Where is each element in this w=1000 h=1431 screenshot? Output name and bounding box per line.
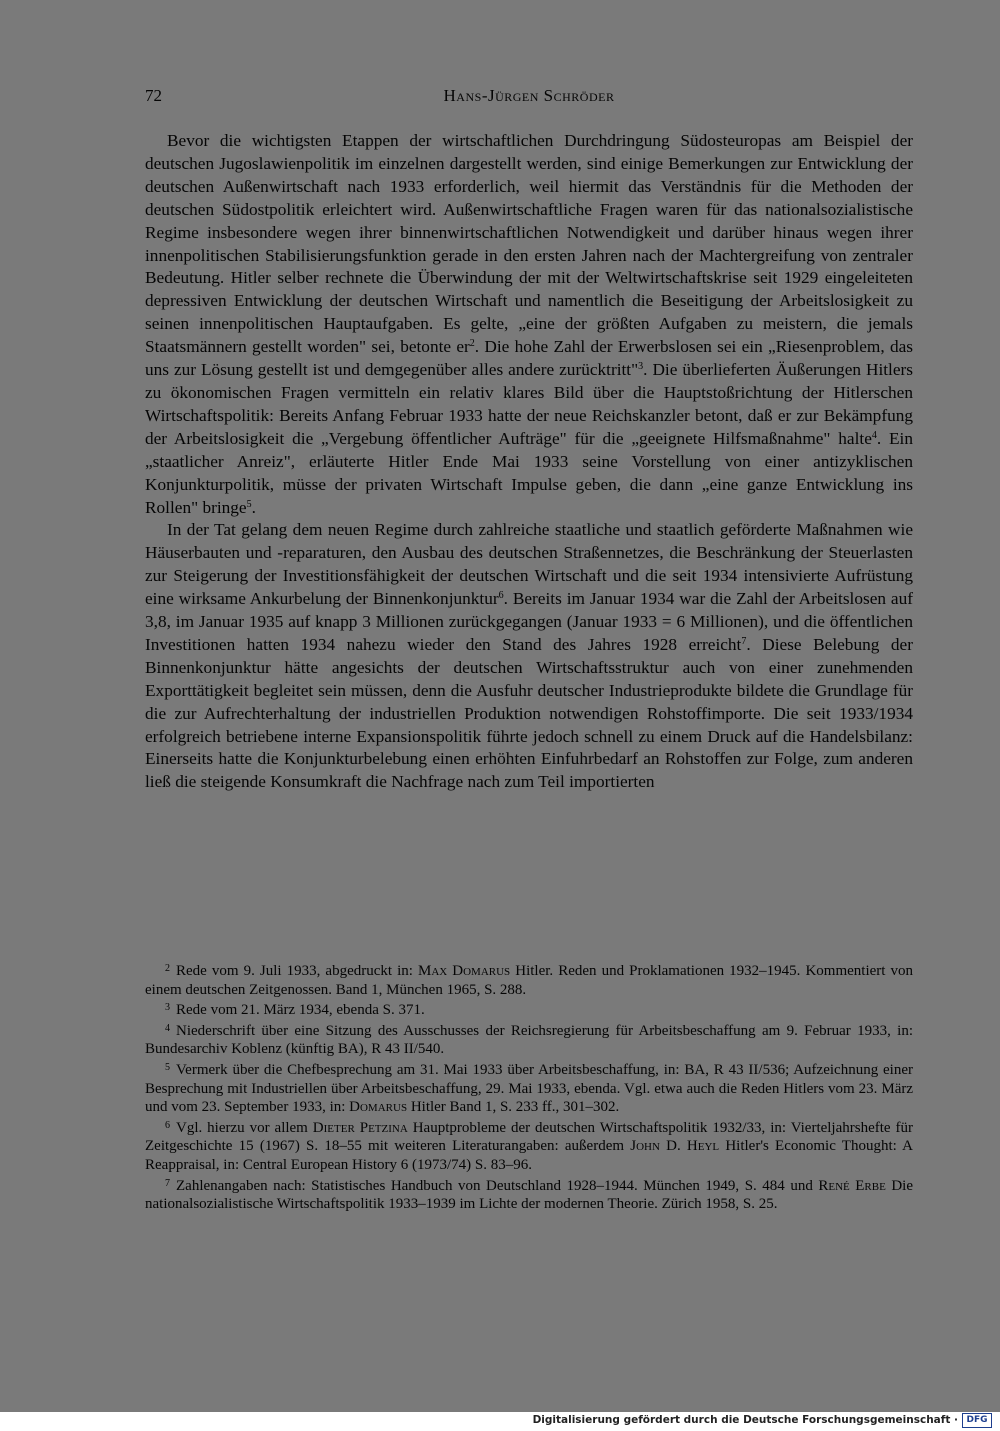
body-text (145, 130, 913, 794)
dfg-logo-icon: DFG (962, 1413, 992, 1428)
footnote-number: 5 (165, 1061, 170, 1073)
footnote-number: 2 (165, 963, 170, 974)
author-name: Max Domarus (418, 963, 511, 979)
text-run: Rede vom 9. Juli 1933, abgedruckt in: (176, 963, 418, 979)
footnote-6 (145, 1117, 913, 1175)
footnote-ref: 5 (246, 498, 252, 510)
author-name: Dieter Petzina (312, 1119, 408, 1136)
text-run: Vgl. hierzu vor allem (176, 1119, 313, 1136)
text-run: Rede vom 21. März 1934, ebenda S. 371. (176, 1002, 425, 1019)
running-head (145, 86, 913, 116)
funding-notice: Digitalisierung gefördert durch die Deutsche Forschungsgemeinschaft · (532, 1414, 958, 1426)
footnote-7 (145, 1175, 913, 1214)
text-run: . Die überlieferten Äußerungen Hitlers zu ökonomischen Fragen vermitteln ein relativ klares Bild über die Hauptstoßrichtung der Hitlerschen Wirtschaftspolitik: Bereits Anfang Februar 1933 hatte der neue Reichskanzler betont, daß er zur Bekämpfung der Arbeitslosigkeit die „Vergebung öffentlicher Aufträge" für die „geeignete Hilfsmaßnahme" halte (145, 360, 913, 448)
footnote-ref: 6 (498, 590, 504, 602)
footnote-number: 3 (165, 1002, 170, 1014)
text-run: . Diese Belebung der Binnenkonjunktur hätte angesichts der deutschen Wirtschaftsstruktur auch von einer zunehmenden Exporttätigkeit begleitet sein müssen, denn die Ausfuhr deutscher Industrieprodukte bildete die Grundlage für die zur Aufrechterhaltung der industriellen Produktion notwendigen Rohstoffimporte. Die seit 1933/1934 erfolgreich betriebene interne Expansionspolitik führte jedoch schnell zu einem Druck auf die Handelsbilanz: Einerseits hatte die Konjunkturbelebung einen erhöhten Einfuhrbedarf an Rohstoffen zur Folge, zum anderen ließ die steigende Konsumkraft die Nachfrage nach zum Teil importierten (145, 634, 913, 792)
text-run: Hitler Band 1, S. 233 ff., 301–302. (407, 1099, 620, 1116)
text-run: Hauptprobleme der deutschen Wirtschaftspolitik 1932/33, in: Vierteljahrshefte für Zeitgeschichte 15 (1967) S. 18–55 mit weiteren Literaturangaben: außerdem (145, 1119, 913, 1155)
author-name: John D. Heyl (630, 1138, 720, 1155)
text-run: Hitler. Reden und Proklamationen 1932–1945. Kommentiert von einem deutschen Zeitgenossen. Band 1, München 1965, S. 288. (145, 963, 913, 998)
footnotes (145, 960, 913, 1214)
footer-bar (0, 1412, 1000, 1431)
author-name: Domarus (349, 1099, 408, 1116)
running-title: Hans-Jürgen Schröder (443, 86, 615, 105)
text-run: . (251, 497, 256, 517)
text-run: . Die hohe Zahl der Erwerbslosen sei ein „Riesenproblem, das uns zur Lösung gestellt ist und demgegenüber alles andere zurücktritt" (145, 337, 913, 380)
page-number: 72 (145, 86, 162, 105)
footnote-ref: 4 (871, 429, 877, 441)
paragraph-2 (145, 519, 913, 794)
footnote-3 (145, 999, 913, 1020)
paragraph-1 (145, 130, 913, 519)
footnote-2 (145, 960, 913, 999)
author-name: René Erbe (818, 1177, 886, 1194)
text-run: In der Tat gelang dem neuen Regime durch zahlreiche staatliche und staatlich geförderte Maßnahmen wie Häuserbauten und -reparaturen, den Ausbau des deutschen Straßennetzes, die Beschränkung der Steuerlasten zur Steigerung der Investitionsfähigkeit der deutschen Wirtschaft und die seit 1934 intensivierte Aufrüstung eine wirksame Ankurbelung der Binnenkonjunktur (145, 520, 913, 609)
footnote-ref: 2 (469, 338, 475, 350)
text-run: Niederschrift über eine Sitzung des Ausschusses der Reichsregierung für Arbeitsbeschaffung am 9. Februar 1933, in: Bundesarchiv Koblenz (künftig BA), R 43 II/540. (145, 1022, 913, 1058)
footnote-number: 7 (165, 1177, 170, 1189)
text-run: . Ein „staatlicher Anreiz", erläuterte Hitler Ende Mai 1933 seine Vorstellung von einer antizyklischen Konjunkturpolitik, müsse der privaten Wirtschaft Impulse geben, die dann „eine ganze Entwicklung ins Rollen" bringe (145, 428, 914, 517)
footnote-4 (145, 1020, 913, 1059)
footnote-5 (145, 1059, 913, 1117)
text-run: . Bereits im Januar 1934 war die Zahl der Arbeitslosen auf 3,8, im Januar 1935 auf knapp 3 Millionen zurückgegangen (Januar 1933 = 6 Millionen), und die öffentlichen Investitionen hatten 1934 nahezu wieder den Stand des Jahres 1928 erreicht (145, 589, 913, 654)
footnote-ref: 3 (638, 361, 644, 373)
text-run: Vermerk über die Chefbesprechung am 31. Mai 1933 über Arbeitsbeschaffung, in: BA, R 43 II/536; Aufzeichnung einer Besprechung mit Industriellen über Arbeitsbeschaffung, 29. Mai 1933, ebenda. Vgl. etwa auch die Reden Hitlers vom 23. März und vom 23. September 1933, in: (145, 1061, 913, 1116)
footnote-ref: 7 (741, 635, 747, 647)
footnote-number: 6 (165, 1119, 170, 1131)
text-run: Bevor die wichtigsten Etappen der wirtschaftlichen Durchdringung Südosteuropas am Beispiel der deutschen Jugoslawienpolitik im einzelnen dargestellt werden, sind einige Bemerkungen zur Entwicklung der deutschen Außenwirtschaft nach 1933 erforderlich, weil hiermit das Verständnis für die Methoden der deutschen Südostpolitik erleichtert wird. Außenwirtschaftliche Fragen waren für das nationalsozialistische Regime insbesondere wegen ihrer binnenwirtschaftlichen Notwendigkeit und darüber hinaus wegen ihrer innenpolitischen Stabilisierungsfunktion gerade in den ersten Jahren nach der Machtergreifung von zentraler Bedeutung. Hitler selber rechnete die Überwindung der mit der Weltwirtschaftskrise seit 1929 eingeleiteten depressiven Entwicklung der deutschen Wirtschaft und namentlich die Beseitigung der Arbeitslosigkeit zu seinen innenpolitischen Hauptaufgaben. Es gelte, „eine der größten Aufgaben zu meistern, die jemals Staatsmännern gestellt worden" sei, betonte er (145, 131, 913, 357)
text-run: Die nationalsozialistische Wirtschaftspolitik 1933–1939 im Lichte der modernen Theorie. Zürich 1958, S. 25. (145, 1177, 913, 1213)
text-run: Hitler's Economic Thought: A Reappraisal, in: Central European History 6 (1973/74) S. 83–96. (145, 1138, 914, 1173)
text-run: Zahlenangaben nach: Statistisches Handbuch von Deutschland 1928–1944. München 1949, S. 484 und (176, 1177, 819, 1194)
footnote-number: 4 (165, 1022, 170, 1034)
